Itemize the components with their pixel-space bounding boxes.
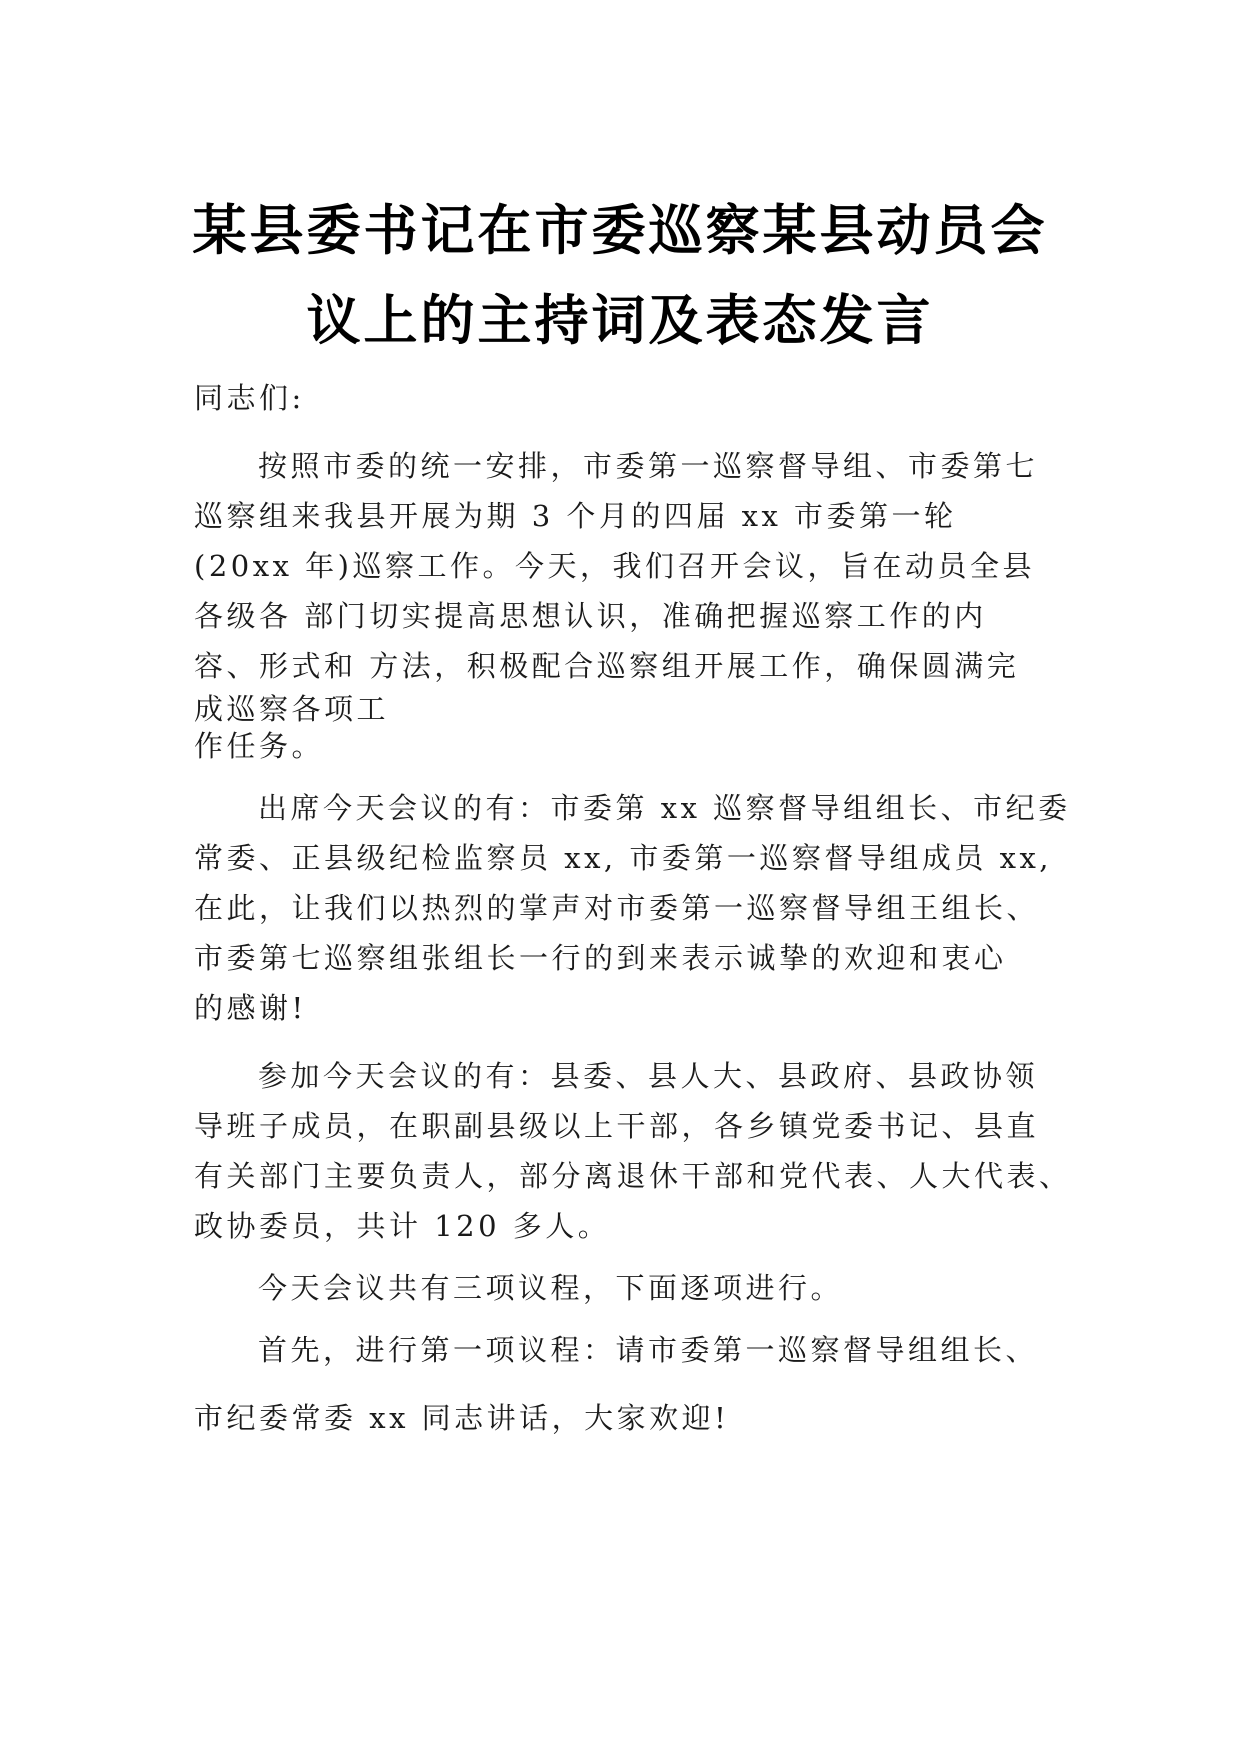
paragraph-line: 出席今天会议的有：市委第 xx 巡察督导组组长、市纪委 xyxy=(258,791,1071,825)
paragraph-line: 有关部门主要负责人，部分离退休干部和党代表、人大代表、 xyxy=(194,1159,1072,1193)
paragraph-line: 容、形式和 方法，积极配合巡察组开展工作，确保圆满完 xyxy=(194,649,1020,683)
document-title xyxy=(100,186,1140,366)
title-line-2: 议上的主持词及表态发言 xyxy=(306,289,934,352)
paragraph-attendees-local xyxy=(194,1051,1074,1251)
paragraph-line: 巡察组来我县开展为期 3 个月的四届 xx 市委第一轮 xyxy=(194,499,957,533)
paragraph-first-item xyxy=(194,1325,1074,1443)
salutation: 同志们: xyxy=(194,381,305,415)
title-line-1: 某县委书记在市委巡察某县动员会 xyxy=(192,199,1048,262)
paragraph-line: 作任务。 xyxy=(194,729,325,763)
paragraph-line: 市纪委常委 xx 同志讲话，大家欢迎! xyxy=(194,1401,730,1435)
paragraph-line: 导班子成员，在职副县级以上干部，各乡镇党委书记、县直 xyxy=(194,1109,1040,1143)
paragraph-agenda xyxy=(194,1263,1074,1313)
paragraph-line: 的感谢! xyxy=(194,991,307,1025)
paragraph-line: 首先，进行第一项议程：请市委第一巡察督导组组长、 xyxy=(258,1333,1039,1367)
paragraph-line: 今天会议共有三项议程，下面逐项进行。 xyxy=(258,1271,844,1305)
paragraph-line: 各级各 部门切实提高思想认识，准确把握巡察工作的内 xyxy=(194,599,987,633)
paragraph-line: 政协委员，共计 120 多人。 xyxy=(194,1209,611,1243)
paragraph-line: 市委第七巡察组张组长一行的到来表示诚挚的欢迎和衷心 xyxy=(194,941,1007,975)
paragraph-line: 在此，让我们以热烈的掌声对市委第一巡察督导组王组长、 xyxy=(194,891,1040,925)
document-body xyxy=(194,373,1074,1443)
paragraph-arrangement xyxy=(194,441,1074,765)
paragraph-line: 成巡察各项工 xyxy=(194,692,390,726)
paragraph-line: 常委、正县级纪检监察员 xx, 市委第一巡察督导组成员 xx, xyxy=(194,841,1053,875)
paragraph-line: 参加今天会议的有：县委、县人大、县政府、县政协领 xyxy=(258,1059,1039,1093)
paragraph-line: 按照市委的统一安排，市委第一巡察督导组、市委第七 xyxy=(258,449,1039,483)
paragraph-attendees-guests xyxy=(194,783,1074,1033)
paragraph-line: (20xx 年)巡察工作。今天，我们召开会议，旨在动员全县 xyxy=(194,549,1035,583)
